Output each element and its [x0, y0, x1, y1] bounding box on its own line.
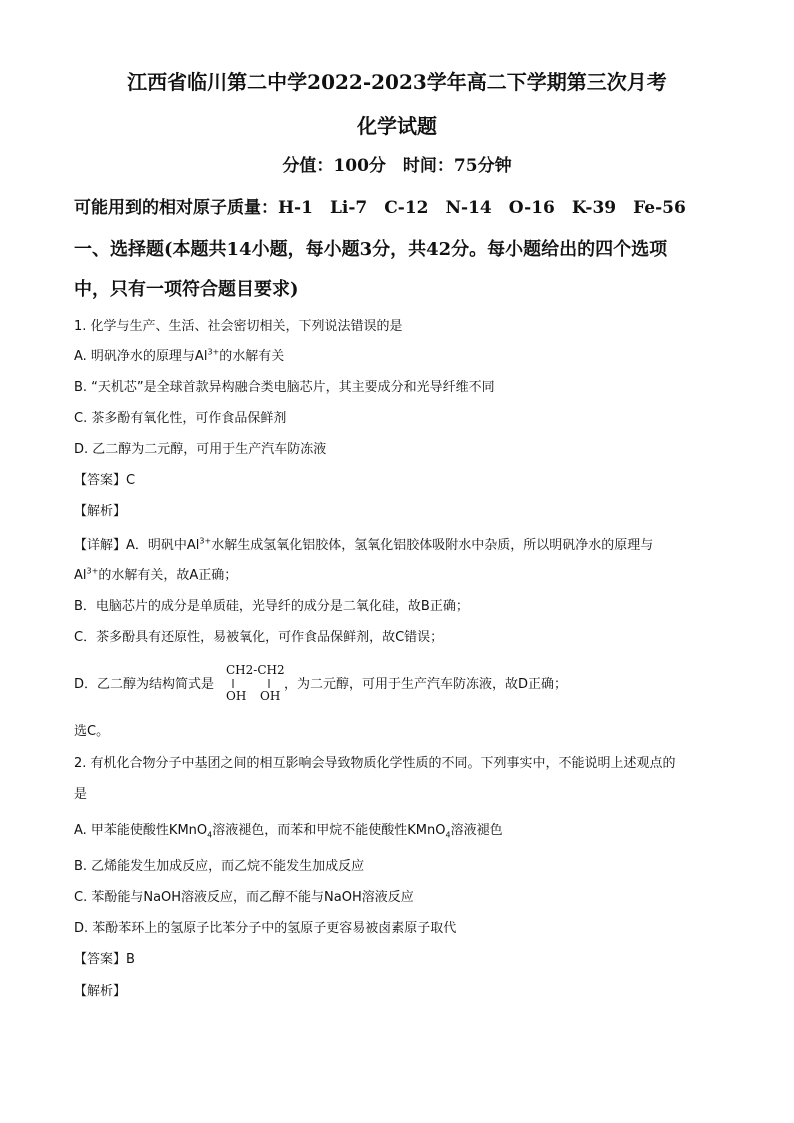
q2-option-b: B. 乙烯能发生加成反应，而乙烷不能发生加成反应	[74, 859, 365, 874]
q1-detail-d-pre: D．乙二醇为结构简式是	[74, 677, 215, 692]
q1-a-post: 的水解有关	[219, 349, 285, 364]
formula-top: CH2-CH2	[226, 663, 285, 677]
q2-answer: 【答案】B	[74, 952, 135, 967]
q2-stem-line2: 是	[74, 787, 88, 802]
q1-detail-a1-post: 水解生成氢氧化铝胶体，氢氧化铝胶体吸附水中杂质，所以明矾净水的原理与	[211, 538, 654, 553]
q2-a-post: 溶液褪色	[450, 823, 503, 838]
q1-analysis-label: 【解析】	[74, 504, 127, 519]
q1-option-b: B. “天机芯”是全球首款异构融合类电脑芯片，其主要成分和光导纤维不同	[74, 380, 495, 395]
q1-detail-a2-sup: 3+	[86, 566, 99, 576]
q1-detail-a1-pre: 【详解】A．明矾中Al	[74, 538, 200, 553]
section-title-line2: 中，只有一项符合题目要求)	[74, 279, 299, 300]
score-time: 分值：100分 时间：75分钟	[282, 156, 512, 176]
q1-detail-b: B．电脑芯片的成分是单质硅，光导纤的成分是二氧化硅，故B正确；	[74, 599, 469, 614]
q1-option-a	[74, 348, 284, 366]
subject-title: 化学试题	[357, 114, 437, 138]
q2-a-sub1: 4	[207, 830, 213, 840]
q2-analysis-label: 【解析】	[74, 984, 127, 999]
formula-oh-right: OH	[260, 689, 281, 703]
section-title-line1: 一、选择题(本题共14小题，每小题3分，共42分。每小题给出的四个选项	[74, 239, 668, 260]
q1-stem: 1. 化学与生产、生活、社会密切相关，下列说法错误的是	[74, 319, 403, 334]
q1-detail-d-post: ，为二元醇，可用于生产汽车防冻液，故D正确；	[284, 677, 568, 692]
q1-detail-a2-post: 的水解有关，故A正确；	[98, 568, 238, 583]
q2-option-a	[74, 822, 503, 840]
q1-detail-a2	[74, 567, 237, 585]
q1-detail-a1-sup: 3+	[199, 536, 212, 546]
q2-a-sub2: 4	[445, 830, 451, 840]
q1-a-sup: 3+	[207, 347, 220, 357]
q2-stem-line1: 2. 有机化合物分子中基团之间的相互影响会导致物质化学性质的不同。下列事实中，不能说明上述观点的	[74, 756, 676, 771]
q1-detail-d	[74, 676, 567, 694]
q1-detail-a1	[74, 537, 653, 555]
q2-option-c: C. 苯酚能与NaOH溶液反应，而乙醇不能与NaOH溶液反应	[74, 890, 414, 905]
q2-option-d: D. 苯酚苯环上的氢原子比苯分子中的氢原子更容易被卤素原子取代	[74, 921, 457, 936]
ethylene-glycol-formula	[224, 661, 290, 703]
q1-detail-a2-pre: Al	[74, 568, 87, 583]
q1-a-pre: A. 明矾净水的原理与Al	[74, 349, 208, 364]
q1-option-d: D. 乙二醇为二元醇，可用于生产汽车防冻液	[74, 442, 327, 457]
q2-a-mid: 溶液褪色，而苯和甲烷不能使酸性KMnO	[212, 823, 446, 838]
q1-option-c: C. 茶多酚有氧化性，可作食品保鲜剂	[74, 411, 287, 426]
q1-detail-c: C．茶多酚具有还原性，易被氧化，可作食品保鲜剂，故C错误；	[74, 630, 444, 645]
q1-choose: 选C。	[74, 724, 110, 739]
formula-oh-left: OH	[226, 689, 247, 703]
q1-answer: 【答案】C	[74, 473, 136, 488]
exam-title: 江西省临川第二中学2022-2023学年高二下学期第三次月考	[127, 70, 667, 94]
q2-a-pre: A. 甲苯能使酸性KMnO	[74, 823, 208, 838]
atomic-mass-line: 可能用到的相对原子质量：H-1 Li-7 C-12 N-14 O-16 K-39 Fe-56	[74, 198, 686, 218]
